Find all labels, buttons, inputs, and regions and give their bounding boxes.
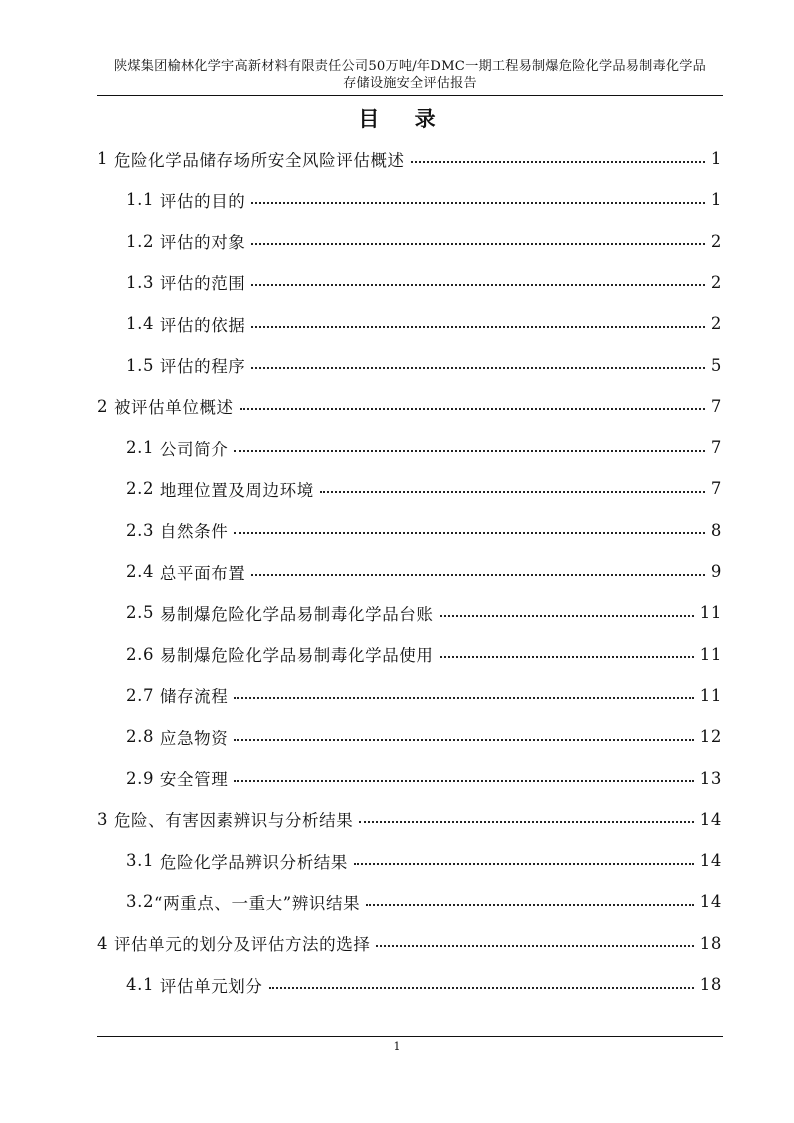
dot-leader	[354, 863, 694, 865]
toc-entry-title: 被评估单位概述	[113, 398, 234, 418]
toc-entry-title: 评估的程序	[159, 357, 246, 376]
dot-leader	[269, 987, 694, 989]
toc-entry-number: 2.8	[126, 727, 160, 747]
dot-leader	[320, 491, 705, 493]
toc-entry-number: 3.1	[126, 851, 160, 871]
page-number: 1	[393, 1040, 401, 1053]
toc-entry[interactable]	[97, 468, 722, 509]
header-line-2: 存储设施安全评估报告	[343, 76, 477, 91]
toc-entry-page: 14	[699, 851, 722, 871]
toc-entry-title: 评估单元的划分及评估方法的选择	[113, 935, 371, 955]
toc-entry-number: 1	[97, 149, 114, 168]
toc-entry[interactable]	[97, 221, 722, 262]
toc-entry-page: 2	[710, 314, 722, 334]
toc-entry-title: 评估的依据	[159, 315, 246, 335]
toc-entry-page: 5	[710, 355, 722, 375]
toc-entry[interactable]	[97, 923, 722, 964]
footer-rule	[97, 1036, 723, 1037]
toc-entry-page: 1	[710, 190, 722, 210]
toc-entry-title: 易制爆危险化学品易制毒化学品台账	[159, 604, 434, 624]
toc-entry-number: 2.2	[126, 479, 160, 499]
header-rule	[97, 95, 723, 96]
toc-entry-page: 11	[699, 603, 722, 623]
toc-entry[interactable]	[97, 634, 722, 675]
dot-leader	[376, 945, 693, 947]
toc-entry-title: 评估的目的	[159, 191, 246, 211]
dot-leader	[234, 697, 694, 699]
toc-entry[interactable]	[97, 675, 722, 716]
toc-entry[interactable]	[97, 510, 722, 551]
toc-entry[interactable]	[97, 840, 722, 881]
dot-leader	[411, 161, 705, 163]
toc-entry-title: 危险化学品辨识分析结果	[159, 852, 348, 872]
toc-entry-title: 评估的对象	[159, 233, 246, 253]
toc-entry-number: 3.2	[126, 892, 155, 912]
toc-entry-number: 2.7	[126, 685, 160, 705]
header-line-1: 陕煤集团榆林化学宇高新材料有限责任公司50万吨/年DMC一期工程易制爆危险化学品易制毒化学品	[113, 59, 707, 74]
toc-entry[interactable]	[97, 427, 722, 468]
toc-entry-title: 评估单元划分	[159, 976, 263, 996]
toc-entry-page: 12	[699, 727, 722, 747]
toc-entry-page: 11	[699, 644, 722, 664]
toc-entry-number: 1.5	[126, 355, 160, 375]
toc-entry-page: 18	[699, 933, 722, 953]
dot-leader	[234, 739, 694, 741]
toc-entry-number: 1.3	[126, 272, 160, 292]
toc-entry-title: 地理位置及周边环境	[159, 480, 314, 500]
toc-entry[interactable]	[97, 716, 722, 757]
dot-leader	[234, 532, 705, 534]
toc-entry[interactable]	[97, 262, 722, 303]
toc-entry-title: 危险、有害因素辨识与分析结果	[113, 811, 354, 831]
toc-entry[interactable]	[97, 758, 722, 799]
toc-entry-number: 2.9	[126, 768, 160, 788]
dot-leader	[234, 780, 694, 782]
dot-leader	[251, 284, 705, 286]
toc-entry-title: 储存流程	[159, 687, 229, 707]
toc-entry-title: 应急物资	[159, 728, 229, 748]
toc-entry-number: 1.2	[126, 231, 160, 251]
toc-entry[interactable]	[97, 964, 722, 1005]
toc-entry-page: 7	[710, 438, 722, 458]
dot-leader	[440, 656, 694, 658]
running-header	[97, 58, 723, 92]
dot-leader	[251, 243, 705, 245]
dot-leader	[240, 408, 705, 410]
toc-entry-page: 14	[699, 809, 722, 829]
toc-entry[interactable]	[97, 799, 722, 840]
toc-title: 目 录	[358, 107, 450, 131]
toc-entry-page: 18	[699, 975, 722, 994]
toc-entry-page: 9	[710, 562, 722, 581]
toc-entry-number: 4.1	[126, 975, 160, 994]
toc-entry-page: 14	[699, 892, 722, 912]
toc-entry-number: 2	[97, 396, 114, 416]
dot-leader	[366, 904, 694, 906]
toc-entry-number: 3	[97, 809, 114, 829]
toc-entry-number: 2.1	[126, 438, 160, 458]
toc-entry[interactable]	[97, 551, 722, 592]
toc-entry-page: 7	[710, 479, 722, 499]
dot-leader	[251, 574, 705, 576]
toc-entry[interactable]	[97, 386, 722, 427]
dot-leader	[251, 326, 705, 328]
toc-entry[interactable]	[97, 303, 722, 344]
toc-entry-number: 1.4	[126, 314, 160, 334]
toc-entry-title: 公司简介	[159, 439, 229, 459]
toc-entry-number: 2.3	[126, 520, 160, 540]
toc-entry-title: “两重点、一重大”辨识结果	[154, 893, 361, 913]
toc-entry-number: 2.5	[126, 603, 160, 623]
toc-entry-page: 7	[710, 396, 722, 416]
toc-entry-page: 1	[710, 149, 722, 168]
toc-entry-title: 总平面布置	[159, 563, 246, 583]
toc-entry-number: 2.4	[126, 562, 160, 581]
toc-entry-page: 2	[710, 272, 722, 292]
dot-leader	[251, 367, 705, 369]
dot-leader	[234, 450, 705, 452]
toc-entry[interactable]	[97, 179, 722, 220]
dot-leader	[251, 202, 705, 204]
toc-entry[interactable]	[97, 592, 722, 633]
toc-entry-title: 易制爆危险化学品易制毒化学品使用	[159, 646, 434, 666]
toc-entry-page: 11	[699, 685, 722, 705]
toc-entry-title: 安全管理	[159, 770, 229, 789]
toc-entry-title: 评估的范围	[159, 274, 246, 294]
toc-entry-title: 危险化学品储存场所安全风险评估概述	[113, 150, 405, 170]
toc-entry-number: 4	[97, 933, 114, 953]
dot-leader	[440, 615, 694, 617]
dot-leader	[359, 821, 693, 823]
toc-entry[interactable]	[97, 881, 722, 922]
toc-entry-number: 2.6	[126, 644, 160, 664]
toc-entry-number: 1.1	[126, 190, 160, 210]
toc-entry-page: 2	[710, 231, 722, 251]
toc-entry-page: 13	[699, 768, 722, 788]
toc-entry[interactable]	[97, 345, 722, 386]
toc-entry-title: 自然条件	[159, 522, 229, 542]
toc-entry-page: 8	[710, 520, 722, 540]
toc-entry[interactable]	[97, 138, 722, 179]
